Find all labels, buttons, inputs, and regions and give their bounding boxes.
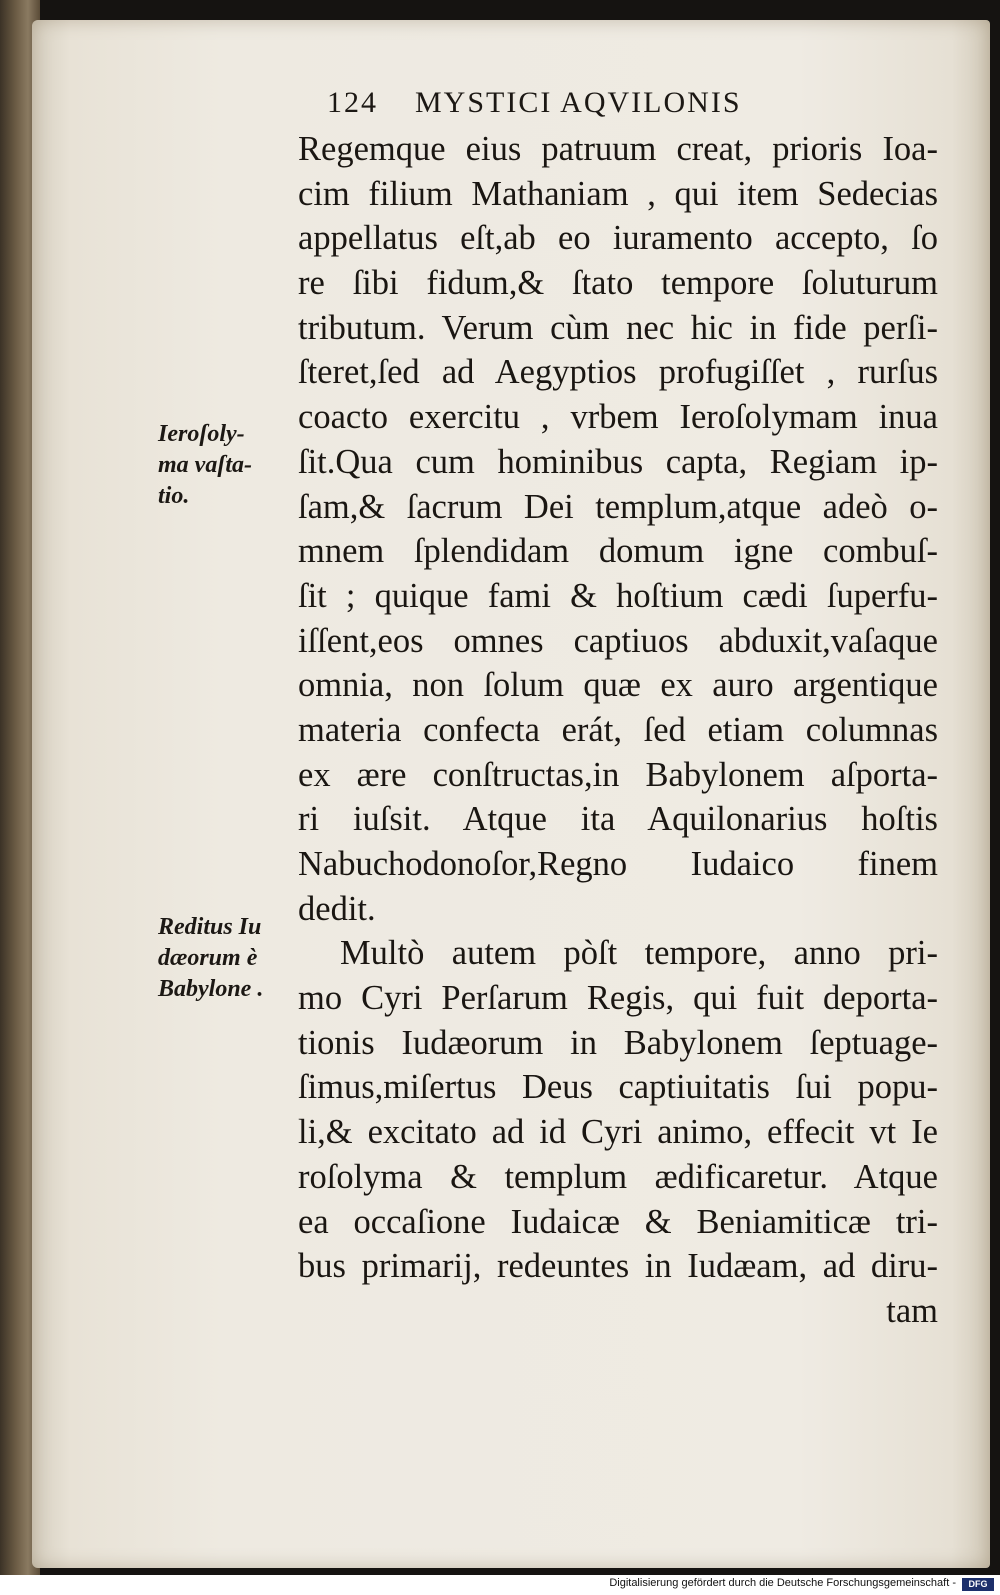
- text-line: omnia, non ſolum quæ ex auro argentique: [298, 666, 938, 705]
- text-line: tionis Iudæorum in Babylonem ſeptuage-: [298, 1023, 938, 1062]
- text-line: materia confecta erát, ſed etiam columnas: [298, 710, 938, 749]
- text-line: dedit.: [298, 889, 376, 928]
- catchword: tam: [886, 1291, 938, 1330]
- text-line: appellatus eſt,ab eo iuramento accepto, ſo: [298, 219, 938, 258]
- funding-credit: Digitalisierung gefördert durch die Deutsche Forschungsgemeinschaft -: [609, 1577, 956, 1589]
- text-line: ri iuſsit. Atque ita Aquilonarius hoſtis: [298, 800, 938, 839]
- text-line: ea occaſione Iudaicæ & Beniamiticæ tri-: [298, 1202, 938, 1241]
- marginal-note-line: tio.: [158, 483, 190, 509]
- marginal-note-line: ma vaſta-: [158, 452, 252, 478]
- text-line: cim filium Mathaniam , qui item Sedecias: [298, 174, 938, 213]
- marginal-note-line: Reditus Iu: [158, 914, 262, 940]
- running-title: MYSTICI AQVILONIS: [415, 86, 742, 119]
- text-line: ſteret,ſed ad Aegyptios profugiſſet , rurſus: [298, 353, 938, 392]
- text-line: ſit.Qua cum hominibus capta, Regiam ip-: [298, 442, 938, 481]
- marginal-note-line: dæorum è: [158, 945, 258, 971]
- text-line: Nabuchodonoſor,Regno Iudaico finem: [298, 845, 938, 883]
- text-line: ſit ; quique fami & hoſtium cædi ſuperfu-: [298, 576, 938, 615]
- text-line: roſolyma & templum ædificaretur. Atque: [298, 1157, 938, 1196]
- marginal-note: [158, 912, 298, 1005]
- text-line: ex ære conſtructas,in Babylonem aſporta-: [298, 755, 938, 794]
- text-line: bus primarij, redeuntes in Iudæam, ad diru-: [298, 1247, 938, 1286]
- text-line: iſſent,eos omnes captiuos abduxit,vaſaque: [298, 621, 938, 660]
- marginal-note-line: Ieroſoly-: [158, 421, 245, 447]
- page-number: 124: [327, 86, 378, 119]
- text-line: tributum. Verum cùm nec hic in fide perſi-: [298, 308, 938, 347]
- text-line: coacto exercitu , vrbem Ieroſolymam inua: [298, 398, 938, 437]
- marginal-note-line: Babylone .: [158, 976, 264, 1002]
- body-text: [298, 127, 938, 1334]
- marginal-note: [158, 419, 298, 512]
- text-line: li,& excitato ad id Cyri animo, effecit vt Ie: [298, 1113, 938, 1152]
- text-line: ſimus,miſertus Deus captiuitatis ſui popu-: [298, 1068, 938, 1107]
- footer-bar: [0, 1575, 1000, 1595]
- text-line: re ſibi fidum,& ſtato tempore ſoluturum: [298, 264, 938, 303]
- running-head: [327, 86, 887, 130]
- text-line: mo Cyri Perſarum Regis, qui fuit deporta-: [298, 979, 938, 1018]
- text-line: mnem ſplendidam domum igne combuſ-: [298, 532, 938, 571]
- text-line: Regemque eius patruum creat, prioris Ioa-: [298, 130, 938, 168]
- text-line: Multò autem pòſt tempore, anno pri-: [340, 934, 938, 973]
- text-line: ſam,& ſacrum Dei templum,atque adeò o-: [298, 487, 938, 526]
- dfg-logo: DFG: [962, 1578, 994, 1591]
